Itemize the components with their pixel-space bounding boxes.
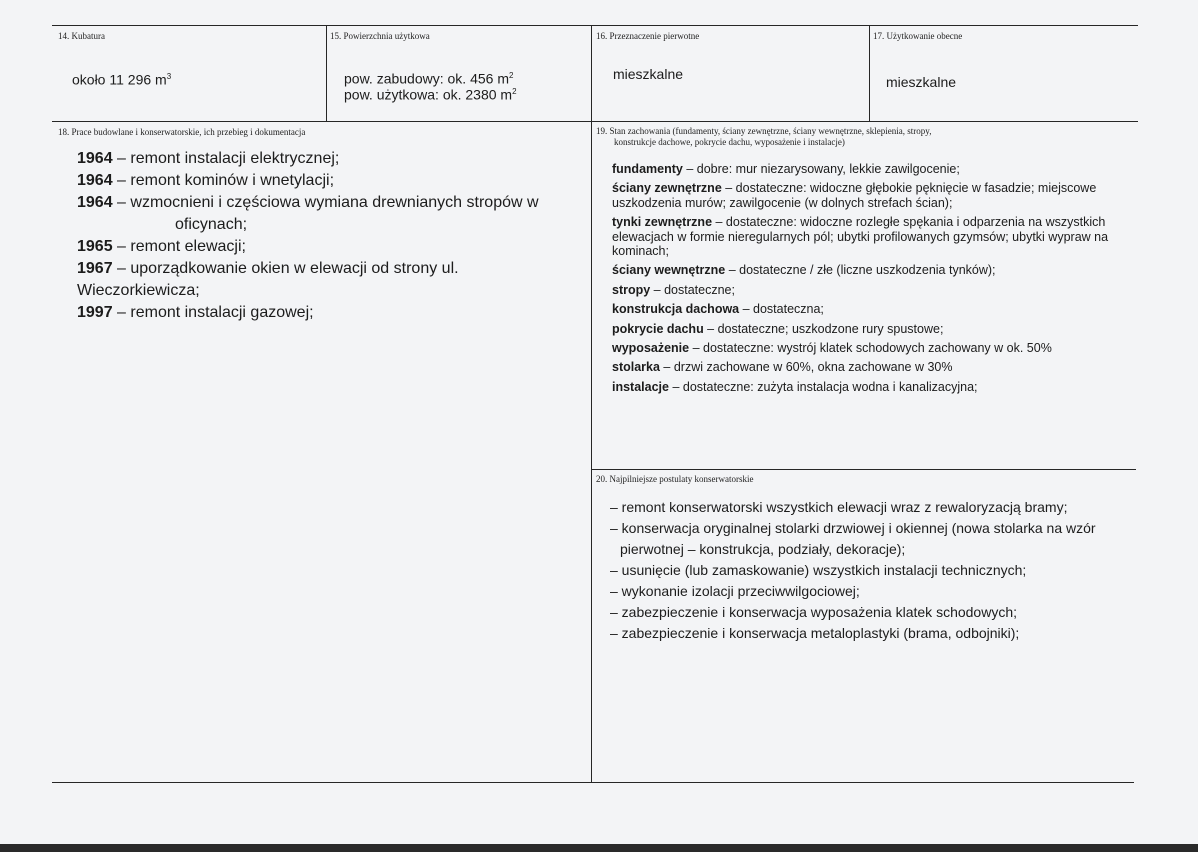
postulate-item: – zabezpieczenie i konserwacja wyposażenia klatek schodowych; bbox=[610, 604, 1017, 620]
works-list bbox=[77, 148, 582, 324]
works-item bbox=[77, 236, 582, 258]
condition-text: – dobre: mur niezarysowany, lekkie zawilgocenie; bbox=[682, 162, 960, 176]
works-item bbox=[77, 258, 582, 302]
works-year: 1964 bbox=[77, 150, 113, 167]
field-15-line-2 bbox=[344, 84, 517, 103]
field-16-label: 16. Przeznaczenie pierwotne bbox=[596, 31, 700, 41]
condition-text: – dostateczne: zużyta instalacja wodna i kanalizacyjna; bbox=[668, 379, 978, 394]
condition-item bbox=[612, 341, 1137, 355]
condition-item bbox=[612, 162, 1137, 176]
condition-key: wyposażenie bbox=[612, 341, 690, 356]
works-item bbox=[77, 192, 582, 214]
works-item bbox=[77, 148, 582, 170]
works-year: 1967 bbox=[77, 260, 113, 277]
field-14-unit-sup: 3 bbox=[166, 72, 172, 81]
works-year: 1964 bbox=[77, 172, 113, 189]
field-14-label: 14. Kubatura bbox=[58, 31, 105, 41]
postulate-item: – usunięcie (lub zamaskowanie) wszystkich instalacji technicznych; bbox=[610, 562, 1027, 578]
condition-text: – dostateczne; bbox=[650, 282, 735, 297]
field-16-value: mieszkalne bbox=[613, 66, 684, 82]
condition-key: tynki zewnętrzne bbox=[612, 215, 713, 230]
works-text: – remont elewacji; bbox=[112, 238, 246, 255]
condition-key: stolarka bbox=[612, 360, 660, 375]
condition-item bbox=[612, 302, 1137, 316]
section-19-label-line-1: 19. Stan zachowania (fundamenty, ściany zewnętrzne, ściany wewnętrzne, sklepienia, stropy, bbox=[596, 126, 932, 136]
works-item-continuation: oficynach; bbox=[175, 216, 248, 233]
section-20-label: 20. Najpilniejsze postulaty konserwatorskie bbox=[596, 474, 754, 484]
condition-key: instalacje bbox=[612, 379, 669, 394]
condition-key: stropy bbox=[612, 282, 651, 297]
works-text: – remont kominów i wnetylacji; bbox=[112, 172, 335, 189]
row-divider bbox=[52, 121, 1138, 122]
condition-key: konstrukcja dachowa bbox=[612, 302, 740, 317]
condition-item bbox=[612, 380, 1137, 394]
condition-key: pokrycie dachu bbox=[612, 321, 704, 336]
works-item bbox=[77, 170, 582, 192]
condition-item bbox=[612, 181, 1137, 210]
condition-item bbox=[612, 215, 1137, 258]
top-rule bbox=[52, 25, 1138, 26]
condition-item bbox=[612, 263, 1137, 277]
condition-text: – dostateczne: widoczne rozległe spękania i odparzenia na wszystkich elewacjach w formie nieregularnych pól; ubytki profilowanych gzymsów; ubytki wypraw na kominach; bbox=[612, 215, 1109, 259]
condition-list bbox=[612, 162, 1137, 399]
works-text: – remont instalacji gazowej; bbox=[112, 304, 314, 321]
field-15-line-1-text: pow. zabudowy: ok. 456 m bbox=[344, 70, 509, 87]
condition-text: – dostateczna; bbox=[739, 302, 824, 317]
condition-item bbox=[612, 322, 1137, 336]
field-17-value: mieszkalne bbox=[886, 74, 957, 90]
field-15-line-2-text: pow. użytkowa: ok. 2380 m bbox=[344, 86, 513, 103]
condition-text: – dostateczne / złe (liczne uszkodzenia tynków); bbox=[725, 263, 996, 278]
condition-key: ściany zewnętrzne bbox=[612, 181, 722, 196]
postulates-list bbox=[610, 497, 1130, 644]
bottom-rule bbox=[52, 782, 1134, 783]
postulate-item-continuation: pierwotnej – konstrukcja, podziały, dekoracje); bbox=[620, 541, 906, 557]
section-19-label-line-2: konstrukcje dachowe, pokrycie dachu, wyposażenie i instalacje) bbox=[614, 137, 845, 147]
condition-text: – drzwi zachowane w 60%, okna zachowane w 30% bbox=[659, 360, 953, 375]
postulate-item: – remont konserwatorski wszystkich elewacji wraz z rewaloryzacją bramy; bbox=[610, 499, 1068, 515]
condition-item bbox=[612, 283, 1137, 297]
section-18-label: 18. Prace budowlane i konserwatorskie, ich przebieg i dokumentacja bbox=[58, 127, 306, 137]
postulate-item: – wykonanie izolacji przeciwwilgociowej; bbox=[610, 583, 860, 599]
postulate-item: – konserwacja oryginalnej stolarki drzwiowej i okiennej (nowa stolarka na wzór bbox=[610, 520, 1096, 536]
field-14-value-text: około 11 296 m bbox=[72, 71, 167, 88]
condition-key: fundamenty bbox=[612, 162, 683, 176]
field-15-label: 15. Powierzchnia użytkowa bbox=[330, 31, 430, 41]
scan-shadow-edge bbox=[0, 844, 1198, 852]
condition-text: – dostateczne; uszkodzone rury spustowe; bbox=[703, 321, 944, 336]
field-14-value bbox=[72, 69, 171, 88]
condition-text: – dostateczne: widoczne głębokie pęknięcie w fasadzie; miejscowe uszkodzenia murów; zawilgocenie (w dolnych strefach ścian); bbox=[612, 181, 1097, 210]
works-year: 1997 bbox=[77, 304, 113, 321]
main-col-divider bbox=[591, 25, 592, 782]
col-divider-14-15 bbox=[326, 25, 327, 121]
condition-text: – dostateczne: wystrój klatek schodowych zachowany w ok. 50% bbox=[689, 341, 1052, 356]
section-20-rule bbox=[592, 469, 1136, 470]
postulate-item: – zabezpieczenie i konserwacja metaloplastyki (brama, odbojniki); bbox=[610, 625, 1020, 641]
field-15-line-1-sup: 2 bbox=[509, 71, 514, 80]
works-text: – remont instalacji elektrycznej; bbox=[112, 150, 340, 167]
works-text: – uporządkowanie okien w elewacji od strony ul. Wieczorkiewicza; bbox=[77, 260, 459, 299]
works-year: 1965 bbox=[77, 238, 113, 255]
works-item bbox=[77, 302, 582, 324]
works-text: – wzmocnieni i częściowa wymiana drewnianych stropów w bbox=[112, 194, 539, 211]
field-15-line-2-sup: 2 bbox=[512, 87, 517, 96]
condition-item bbox=[612, 360, 1137, 374]
col-divider-16-17 bbox=[869, 25, 870, 121]
condition-key: ściany wewnętrzne bbox=[612, 263, 726, 278]
field-17-label: 17. Użytkowanie obecne bbox=[873, 31, 963, 41]
works-year: 1964 bbox=[77, 194, 113, 211]
